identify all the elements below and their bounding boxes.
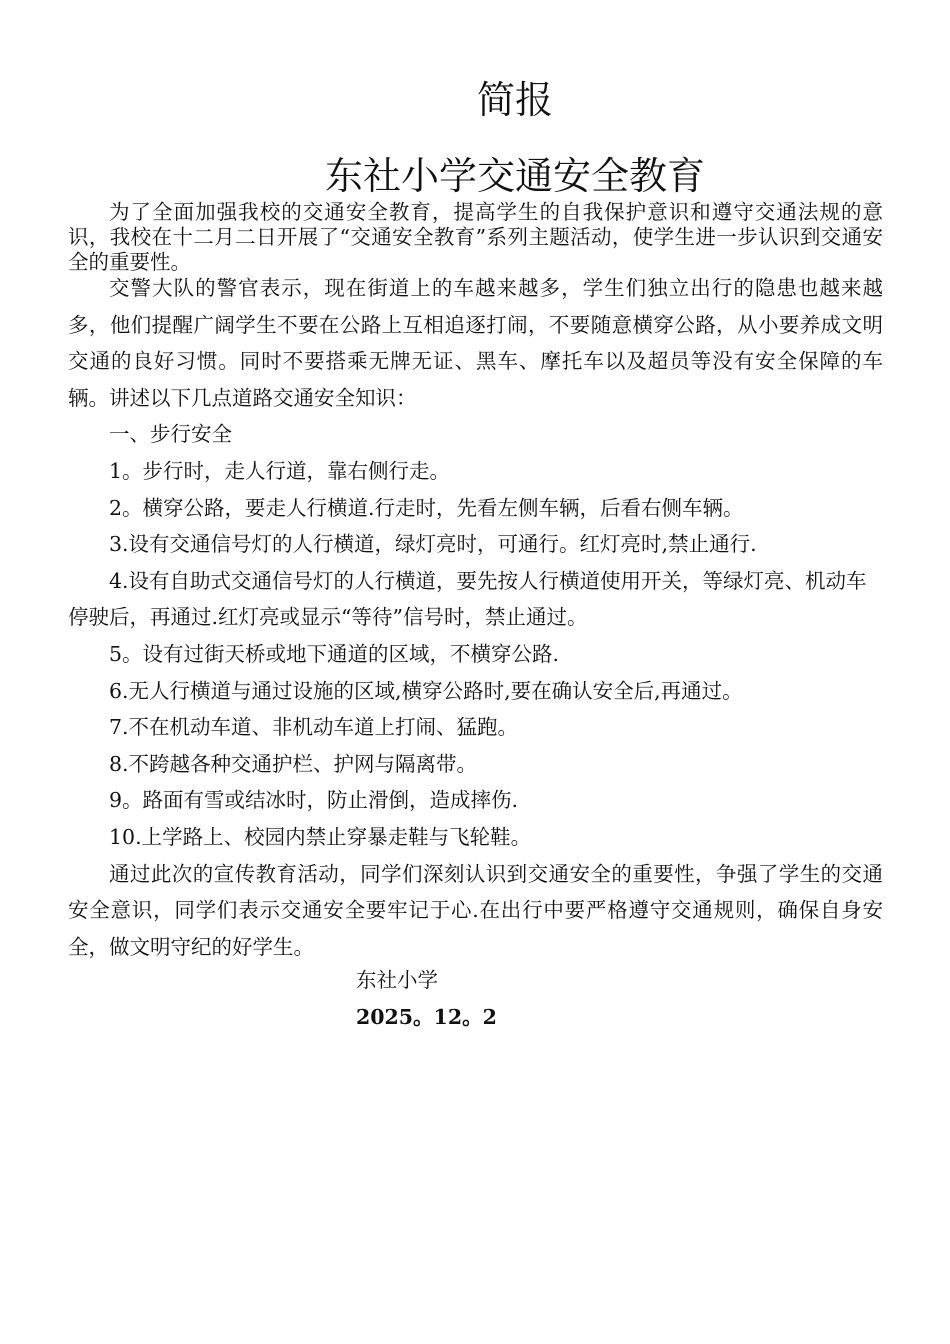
list-item: 2。横穿公路，要走人行横道.行走时，先看左侧车辆，后看右侧车辆。 [109, 495, 744, 520]
list-item: 10.上学路上、校园内禁止穿暴走鞋与飞轮鞋。 [109, 824, 532, 849]
list-item: 4.设有自助式交通信号灯的人行横道，要先按人行横道使用开关，等绿灯亮、机动车停驶后，再通过.红灯亮或显示“等待”信号时，禁止通过。 [68, 568, 867, 630]
conclusion-paragraph: 通过此次的宣传教育活动，同学们深刻认识到交通安全的重要性，争强了学生的交通安全意识，同学们表示交通安全要牢记于心.在出行中要严格遵守交通规则，确保自身安全，做文明守纪的好学生。 [68, 861, 883, 959]
list-item: 8.不跨越各种交通护栏、护网与隔离带。 [109, 751, 478, 776]
list-item: 9。路面有雪或结冰时，防止滑倒，造成摔伤. [109, 788, 519, 813]
page-title: 简报 [476, 78, 553, 122]
police-paragraph: 交警大队的警官表示，现在街道上的车越来越多，学生们独立出行的隐患也越来越多，他们提醒广阔学生不要在公路上互相追逐打闹，不要随意横穿公路，从小要养成文明交通的良好习惯。同时不要搭乘无牌无证、黑车、摩托车以及超员等没有安全保障的车辆。讲述以下几点道路交通安全知识： [68, 276, 883, 410]
list-item: 5。设有过街天桥或地下通道的区域，不横穿公路. [109, 641, 560, 666]
document-body [68, 270, 883, 965]
page-subtitle: 东社小学交通安全教育 [324, 154, 705, 198]
list-item: 7.不在机动车道、非机动车道上打闹、猛跑。 [109, 715, 519, 740]
date: 2025。12。2 [356, 1005, 497, 1029]
list-item: 1。步行时，走人行道，靠右侧行走。 [109, 458, 451, 483]
list-item: 6.无人行横道与通过设施的区域,横穿公路时,要在确认安全后,再通过。 [109, 678, 743, 703]
list-item: 3.设有交通信号灯的人行横道，绿灯亮时，可通行。红灯亮时,禁止通行. [109, 532, 757, 557]
section-heading: 一、步行安全 [109, 422, 232, 447]
intro-paragraph: 为了全面加强我校的交通安全教育，提高学生的自我保护意识和遵守交通法规的意识，我校在十二月二日开展了“交通安全教育”系列主题活动，使学生进一步认识到交通安全的重要性。 [68, 200, 883, 274]
signature: 东社小学 [356, 968, 438, 992]
